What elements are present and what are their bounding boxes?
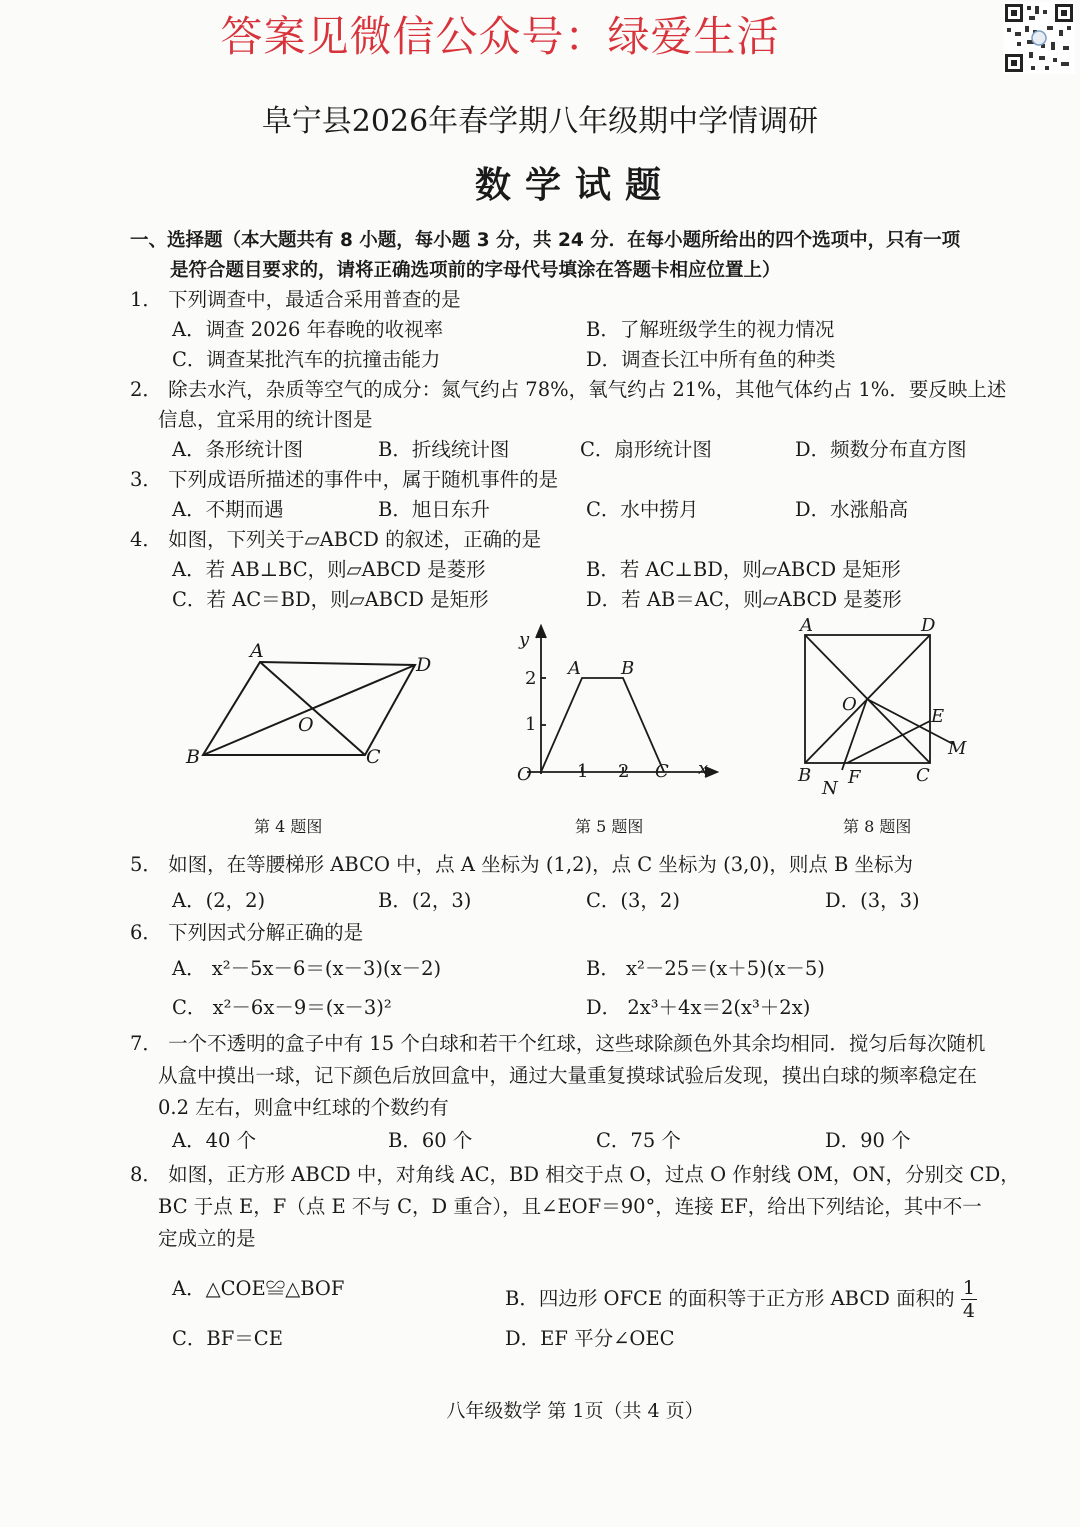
q8-option-a: A．△COE≌△BOF [172,1277,345,1300]
section-instruction-line2: 是符合题目要求的，请将正确选项前的字母代号填涂在答题卡相应位置上） [170,260,781,281]
fig8-label-o: O [842,694,857,715]
fig8-label-a: A [800,615,813,636]
fig4-label-a: A [250,640,264,662]
q6-stem: 6． 下列因式分解正确的是 [130,921,364,944]
fig5-label-x: x [698,758,709,779]
fig5-tick-x2: 2 [618,761,630,782]
q6-option-b: B． x²－25＝(x＋5)(x－5) [586,957,825,980]
fig8-label-f: F [848,767,861,788]
banner-text: 答案见微信公众号：绿爱生活 [220,12,780,61]
fig8-label-m: M [948,738,967,759]
q5-option-b: B．(2，3) [378,889,472,912]
fig5-label-o: O [517,764,532,785]
q8-option-b-text: B．四边形 OFCE 的面积等于正方形 ABCD 面积的 [505,1287,955,1310]
fig5-tick-y2: 2 [525,668,537,689]
qr-code-icon [1003,2,1075,74]
q3-option-a: A．不期而遇 [172,498,284,521]
q7-option-a: A．40 个 [172,1129,257,1152]
fig4-label-d: D [416,654,432,676]
exam-title: 阜宁县2026年春学期八年级期中学情调研 [261,104,819,139]
fig5-label-c: C [655,761,669,782]
fig4-label-b: B [186,746,200,768]
q2-option-d: D．频数分布直方图 [795,438,967,461]
fig8-caption: 第 8 题图 [843,817,912,836]
q1-option-d: D．调查长江中所有鱼的种类 [586,348,836,371]
q3-option-c: C．水中捞月 [586,498,699,521]
q5-option-a: A．(2，2) [172,889,266,912]
q8-option-c: C．BF＝CE [172,1327,283,1350]
fig5-label-y: y [519,629,530,650]
q8-option-b-fraction [961,1277,977,1322]
q2-option-a: A．条形统计图 [172,438,304,461]
q4-option-a: A．若 AB⊥BC，则▱ABCD 是菱形 [172,558,486,581]
figure-5-trapezoid [505,620,725,790]
q1-option-b: B．了解班级学生的视力情况 [586,318,835,341]
fraction-denominator: 4 [962,1300,975,1322]
q2-stem-line1: 2． 除去水汽，杂质等空气的成分：氮气约占 78%，氧气约占 21%，其他气体约占 1%．要反映上述 [130,378,1007,401]
fig5-label-a: A [568,658,581,679]
q7-stem-line1: 7． 一个不透明的盒子中有 15 个白球和若干个红球，这些球除颜色外其余均相同．搅匀后每次随机 [130,1032,986,1055]
q4-option-b: B．若 AC⊥BD，则▱ABCD 是矩形 [586,558,901,581]
fig8-label-e: E [931,706,945,727]
q1-option-c: C．调查某批汽车的抗撞击能力 [172,348,441,371]
fig5-tick-x1: 1 [577,761,589,782]
figure-4-parallelogram [170,635,450,785]
fig5-caption: 第 5 题图 [575,817,644,836]
q7-option-c: C．75 个 [596,1129,681,1152]
q3-option-d: D．水涨船高 [795,498,909,521]
q8-stem-line2: BC 于点 E，F（点 E 不与 C，D 重合），且∠EOF＝90°，连接 EF，给出下列结论，其中不一 [158,1195,982,1218]
section-instruction-line1: 一、选择题（本大题共有 8 小题，每小题 3 分，共 24 分．在每小题所给出的四个选项中，只有一项 [130,230,961,251]
q1-option-a: A．调查 2026 年春晚的收视率 [172,318,444,341]
q1-stem: 1． 下列调查中，最适合采用普查的是 [130,288,461,311]
q7-stem-line3: 0.2 左右，则盒中红球的个数约有 [158,1096,449,1119]
q4-option-d: D．若 AB＝AC，则▱ABCD 是菱形 [586,588,902,611]
q5-option-c: C．(3，2) [586,889,680,912]
q6-option-d: D． 2x³＋4x＝2(x³＋2x) [586,996,811,1019]
q8-stem-line3: 定成立的是 [158,1227,256,1250]
page-footer: 八年级数学 第 1页（共 4 页） [446,1400,704,1422]
q6-option-a: A． x²－5x－6＝(x－3)(x－2) [172,957,442,980]
exam-subtitle: 数学试题 [474,164,675,206]
fig5-label-b: B [621,658,635,679]
q7-option-d: D．90 个 [825,1129,911,1152]
fig4-label-c: C [366,746,381,768]
q4-stem: 4． 如图，下列关于▱ABCD 的叙述，正确的是 [130,528,542,551]
fraction-numerator: 1 [962,1277,975,1299]
q4-option-c: C．若 AC＝BD，则▱ABCD 是矩形 [172,588,489,611]
q3-stem: 3． 下列成语所描述的事件中，属于随机事件的是 [130,468,559,491]
q5-stem: 5． 如图，在等腰梯形 ABCO 中，点 A 坐标为 (1,2)，点 C 坐标为 (3,0)，则点 B 坐标为 [130,853,914,876]
q8-option-b [505,1277,977,1322]
q7-option-b: B．60 个 [388,1129,473,1152]
q5-option-d: D．(3，3) [825,889,920,912]
q2-stem-line2: 信息，宜采用的统计图是 [158,408,373,431]
q2-option-b: B．折线统计图 [378,438,510,461]
fig4-caption: 第 4 题图 [254,817,323,836]
q6-option-c: C． x²－6x－9＝(x－3)² [172,996,392,1019]
q8-option-d: D．EF 平分∠OEC [505,1327,675,1350]
q3-option-b: B．旭日东升 [378,498,490,521]
fig8-label-n: N [822,778,838,799]
q2-option-c: C．扇形统计图 [580,438,712,461]
fig4-label-o: O [298,714,314,736]
fig8-label-d: D [921,615,936,636]
q7-stem-line2: 从盒中摸出一球，记下颜色后放回盒中，通过大量重复摸球试验后发现，摸出白球的频率稳定在 [158,1064,978,1087]
q8-stem-line1: 8． 如图，正方形 ABCD 中，对角线 AC，BD 相交于点 O，过点 O 作射线 OM，ON，分别交 CD， [130,1163,1020,1186]
fig8-label-b: B [798,765,812,786]
figure-8-square [790,612,980,802]
fig5-tick-y1: 1 [525,714,537,735]
fig8-label-c: C [916,765,930,786]
